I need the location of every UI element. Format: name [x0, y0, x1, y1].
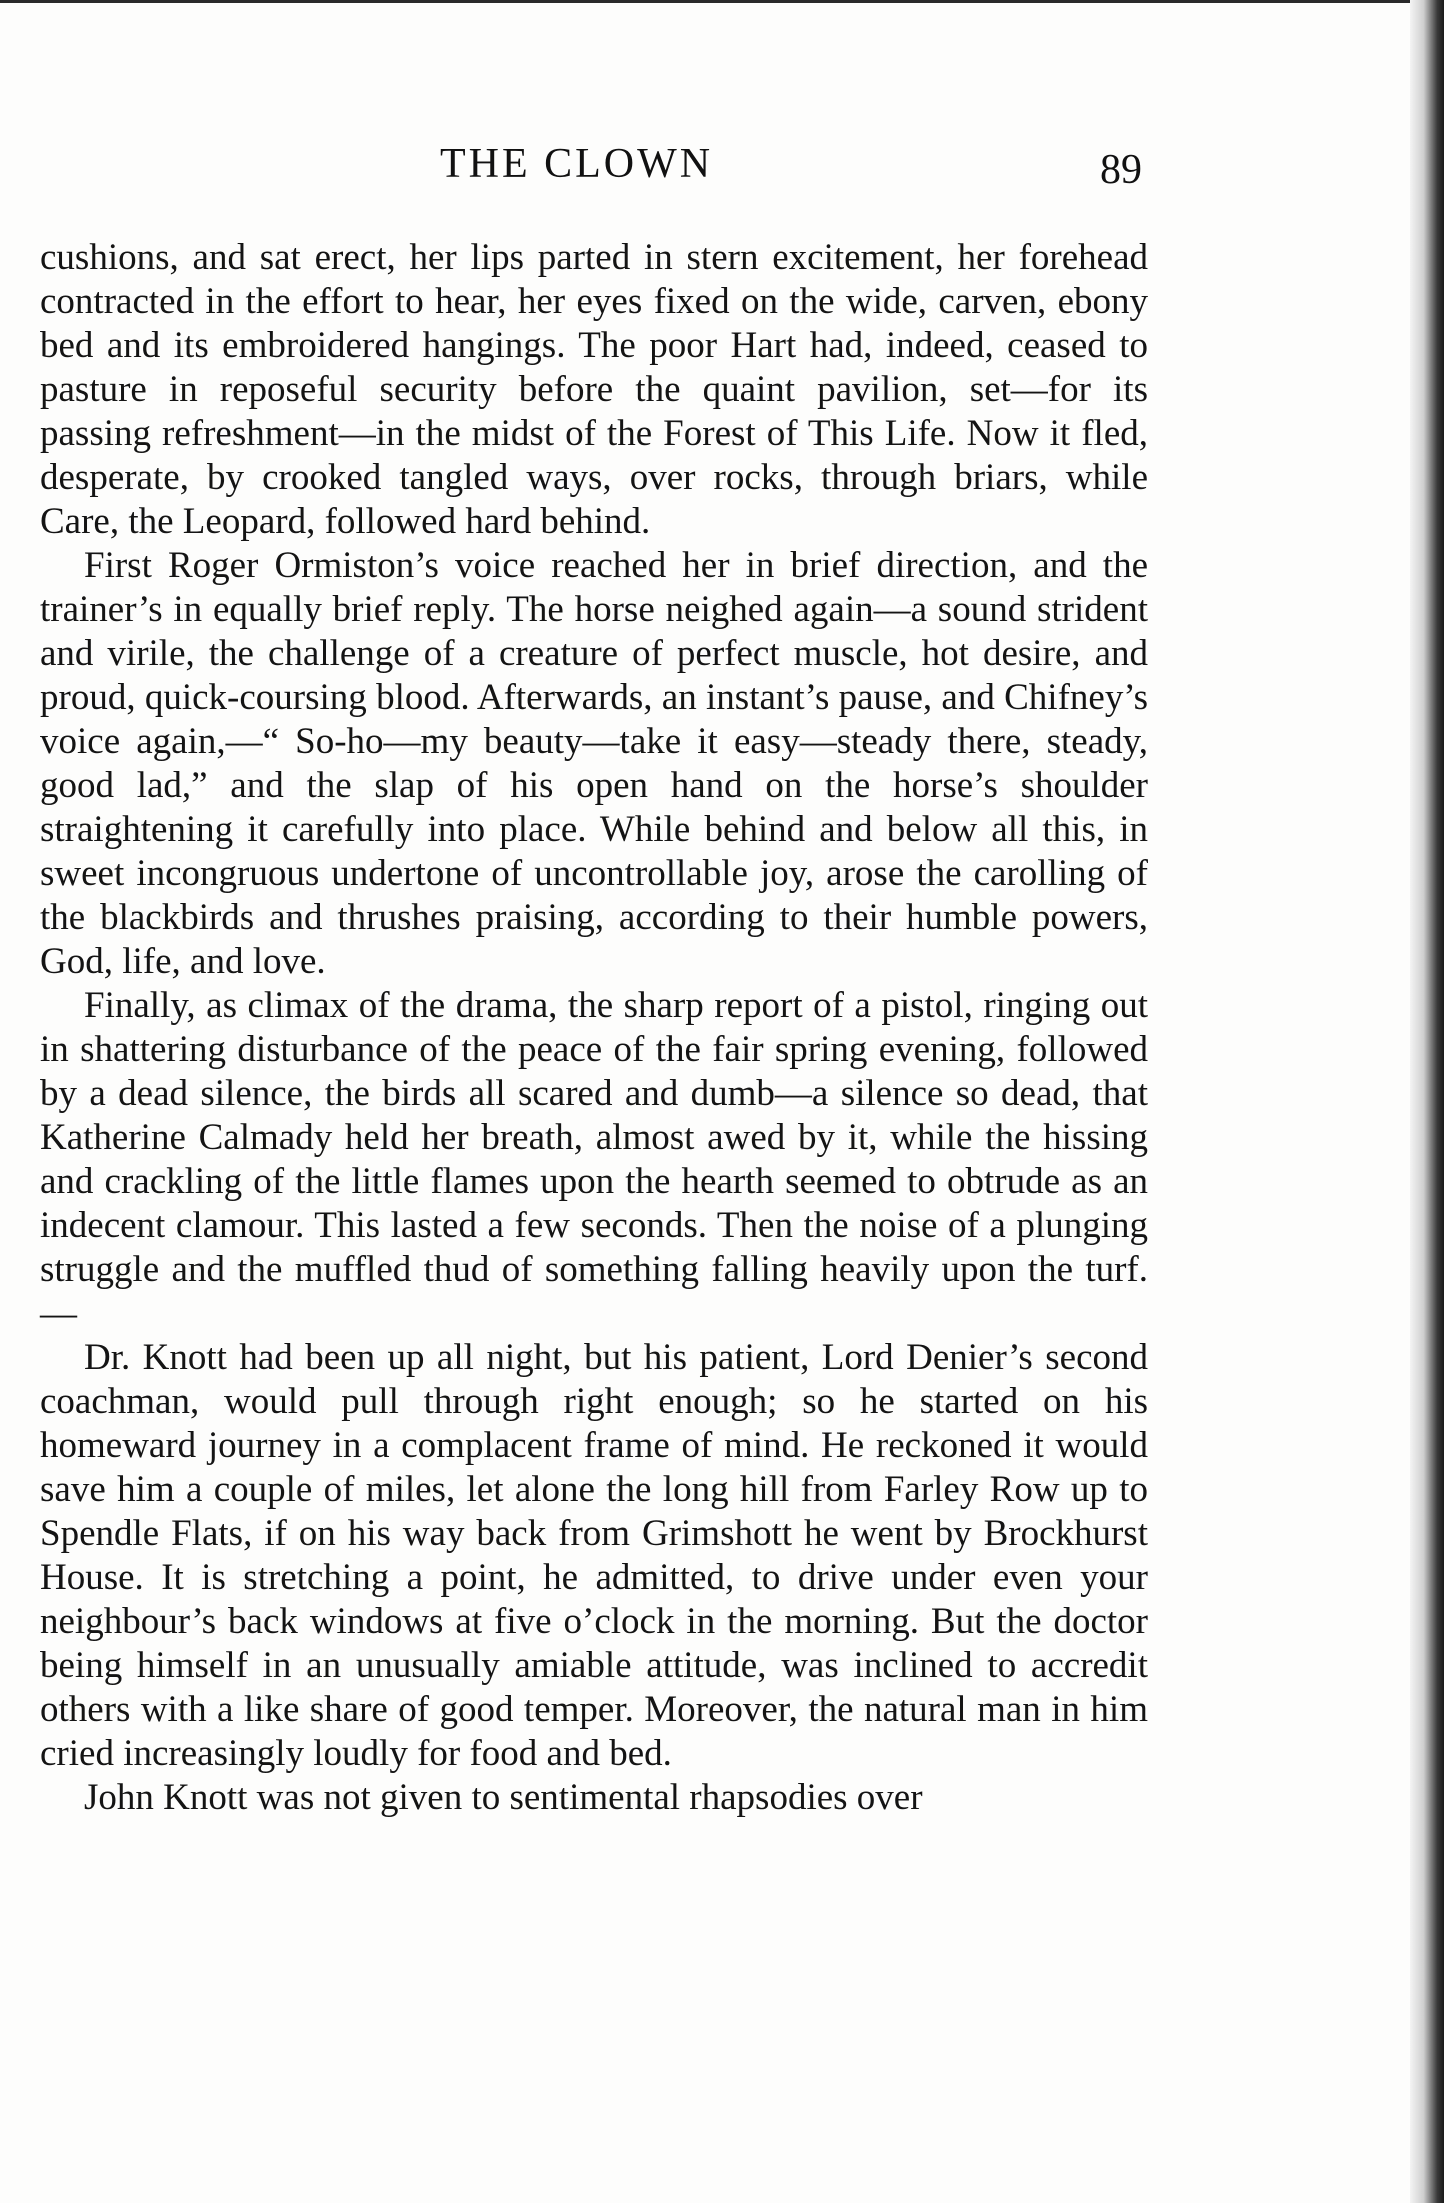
paragraph: First Roger Ormiston’s voice reached her in brief direction, and the trainer’s in equally brief reply. The horse neighed again—a sound strident and virile, the challenge of a creature of perfect muscle, hot desire, and proud, quick-coursing blood. Afterwards, an instant’s pause, and Chifney’s voice again,—“ So-ho—my beauty—take it easy—steady there, steady, good lad,” and the slap of his open hand on the horse’s shoulder straightening it carefully into place. While behind and below all this, in sweet incongruous undertone of uncontrollable joy, arose the carolling of the blackbirds and thrushes praising, according to their humble powers, God, life, and love. — [40, 545, 1148, 982]
paragraph: John Knott was not given to sentimental rhapsodies over — [84, 1777, 923, 1818]
body-text — [40, 236, 1148, 1820]
paragraph-continuation: cushions, and sat erect, her lips parted in stern excitement, her forehead contracted in the effort to hear, her eyes fixed on the wide, carven, ebony bed and its embroidered hangings. The poor Hart had, indeed, ceased to pasture in reposeful security before the quaint pavilion, set—for its passing refreshment—in the midst of the Forest of This Life. Now it fled, desperate, by crooked tangled ways, over rocks, through briars, while Care, the Leopard, followed hard behind. — [40, 237, 1148, 542]
paragraph: Finally, as climax of the drama, the sharp report of a pistol, ringing out in shattering disturbance of the peace of the fair spring evening, followed by a dead silence, the birds all scared and dumb—a silence so dead, that Katherine Calmady held her breath, almost awed by it, while the hissing and crackling of the little flames upon the hearth seemed to obtrude as an indecent clamour. This lasted a few seconds. Then the noise of a plunging struggle and the muffled thud of something falling heavily upon the turf.— — [40, 985, 1148, 1334]
page-top-edge — [0, 0, 1410, 3]
paragraph: Dr. Knott had been up all night, but his patient, Lord Denier’s second coachman, would pull through right enough; so he started on his homeward journey in a complacent frame of mind. He reckoned it would save him a couple of miles, let alone the long hill from Farley Row up to Spendle Flats, if on his way back from Grimshott he went by Brockhurst House. It is stretching a point, he admitted, to drive under even your neighbour’s back windows at five o’clock in the morning. But the doctor being himself in an unusually amiable attitude, was inclined to accredit others with a like share of good temper. Moreover, the natural man in him cried increasingly loudly for food and bed. — [40, 1337, 1148, 1774]
page-edge-shadow — [1410, 0, 1444, 2203]
page-number: 89 — [1100, 147, 1142, 193]
running-title: THE CLOWN — [440, 141, 714, 187]
